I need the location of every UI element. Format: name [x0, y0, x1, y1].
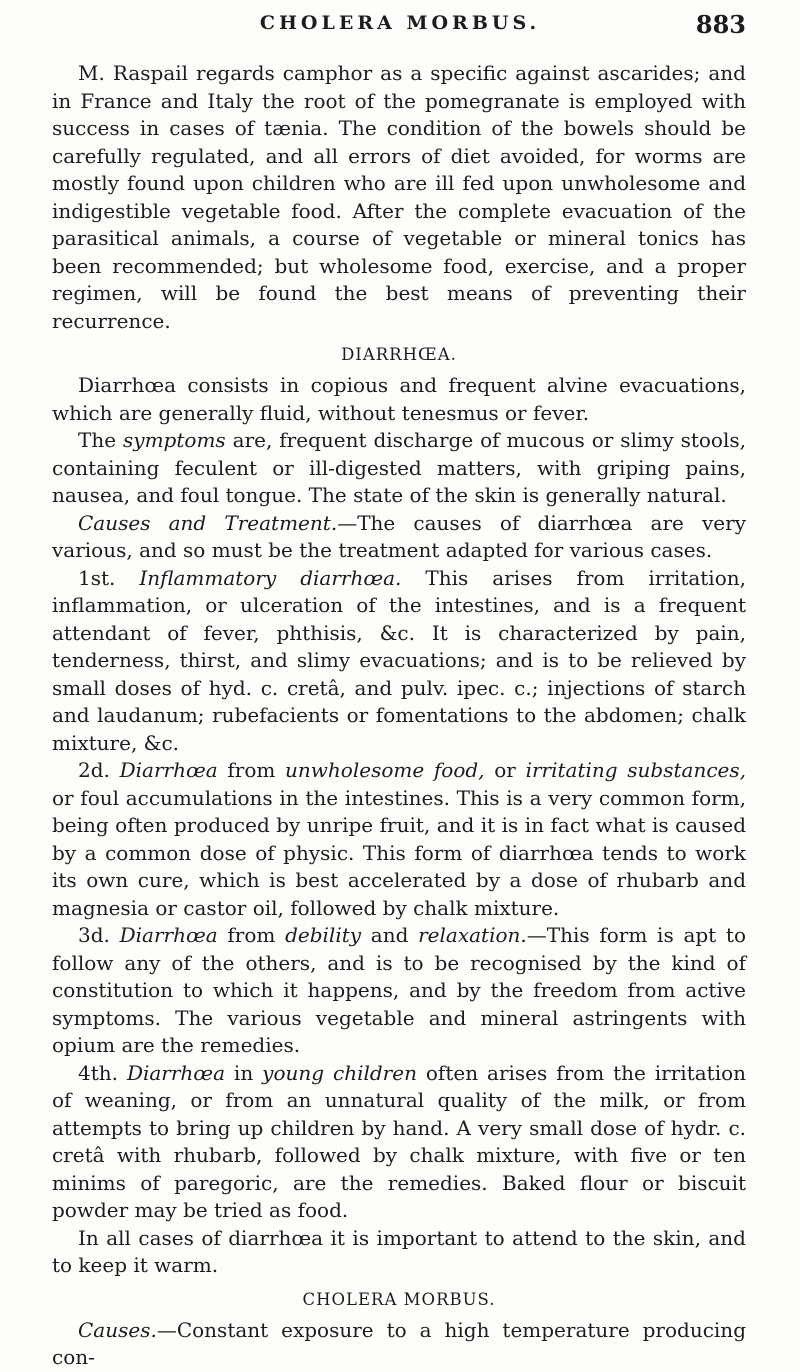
- text-run: and: [361, 923, 419, 947]
- paragraph-unwholesome-food: [52, 757, 746, 922]
- italic-term: symptoms: [123, 428, 226, 452]
- paragraph-symptoms: [52, 427, 746, 510]
- text-run: in: [225, 1060, 263, 1085]
- running-head: [0, 12, 800, 40]
- item-number: 2d.: [78, 758, 120, 782]
- paragraph-debility: [52, 922, 746, 1060]
- text-run: are, frequent discharge of mucous or slimy stools, containing feculent or ill-digested matters, with griping pains, nausea, and foul tongue. The state of the skin is generally natural.: [52, 428, 746, 507]
- text-run: —This form is apt to follow any of the others, and is to be recognised by the kind of constitution to which it happens, and by the freedom from active symptoms. The various vegetable and mineral astringents with opium are the remedies.: [52, 923, 747, 1057]
- running-title: CHOLERA MORBUS.: [259, 12, 541, 34]
- text-run: often arises from the irritation of weaning, or from an unnatural quality of the milk, or from attempts to bring up children by hand. A very small dose of hydr. c. cretâ with rhubarb, followed by chalk mixture, with five or ten minims of paregoric, are the remedies. Baked flour or biscuit powder may be tried as food.: [52, 1060, 747, 1222]
- item-number: 1st.: [78, 565, 140, 590]
- text-run: from: [217, 758, 286, 782]
- italic-term: debility: [285, 923, 362, 947]
- text-run: —The causes of diarrhœa are very various, and so must be the treatment adapted for various cases.: [52, 510, 747, 562]
- text-run: from: [217, 923, 286, 947]
- italic-term: Causes and Treatment.: [78, 510, 338, 535]
- italic-term: young children: [262, 1060, 417, 1085]
- italic-term: unwholesome food,: [285, 758, 485, 782]
- text-run: —Constant exposure to a high temperature producing con-: [52, 1317, 746, 1369]
- italic-term: relaxation.: [418, 923, 527, 947]
- item-number: 3d.: [78, 923, 120, 947]
- paragraph-causes-treatment: [52, 510, 746, 565]
- paragraph-inflammatory: [52, 565, 746, 758]
- paragraph-cholera-causes: [52, 1317, 746, 1372]
- paragraph-diarrhoea-definition: Diarrhœa consists in copious and frequent alvine evacuations, which are generally fluid, without tenesmus or fever.: [52, 373, 746, 425]
- text-run: This arises from irritation, inflammation, or ulceration of the intestines, and is a frequent attendant of fever, phthisis, &c. It is characterized by pain, tenderness, thirst, and slimy evacuations; and is to be relieved by small doses of hyd. c. cretâ, and pulv. ipec. c.; injections of starch and laudanum; rubefacients or fomentations to the abdomen; chalk mixture, &c.: [52, 565, 746, 755]
- section-heading-cholera: CHOLERA MORBUS.: [302, 1289, 496, 1309]
- item-number: 4th.: [78, 1060, 127, 1085]
- text-run: or foul accumulations in the intestines. This is a very common form, being often produced by unripe fruit, and it is in fact what is caused by a common dose of physic. This form of diarrhœa tends to work its own cure, which is best accelerated by a dose of rhubarb and magnesia or castor oil, followed by chalk mixture.: [52, 785, 746, 920]
- italic-term: Diarrhœa: [119, 758, 218, 782]
- paragraph-skin-warm: In all cases of diarrhœa it is important to attend to the skin, and to keep it warm.: [52, 1225, 746, 1277]
- italic-term: irritating substances,: [525, 758, 746, 782]
- text-run: The: [78, 428, 124, 452]
- paragraph-young-children: [52, 1060, 746, 1225]
- italic-term: Inflammatory diarrhœa.: [139, 565, 402, 590]
- italic-term: Diarrhœa: [126, 1060, 225, 1085]
- section-heading-diarrhoea: DIARRHŒA.: [341, 345, 457, 364]
- page-number: 883: [695, 10, 746, 39]
- paragraph-raspail: M. Raspail regards camphor as a specific against ascarides; and in France and Italy the root of the pomegranate is employed with success in cases of tænia. The condition of the bowels should be carefully regulated, and all errors of diet avoided, for worms are mostly found upon children who are ill fed upon unwholesome and indigestible vegetable food. After the complete evacuation of the parasitical animals, a course of vegetable or mineral tonics has been recommended; but wholesome food, exercise, and a proper regimen, will be found the best means of preventing their recurrence.: [52, 61, 746, 333]
- italic-term: Diarrhœa: [119, 923, 218, 947]
- text-run: or: [484, 758, 526, 782]
- italic-term: Causes.: [78, 1317, 157, 1342]
